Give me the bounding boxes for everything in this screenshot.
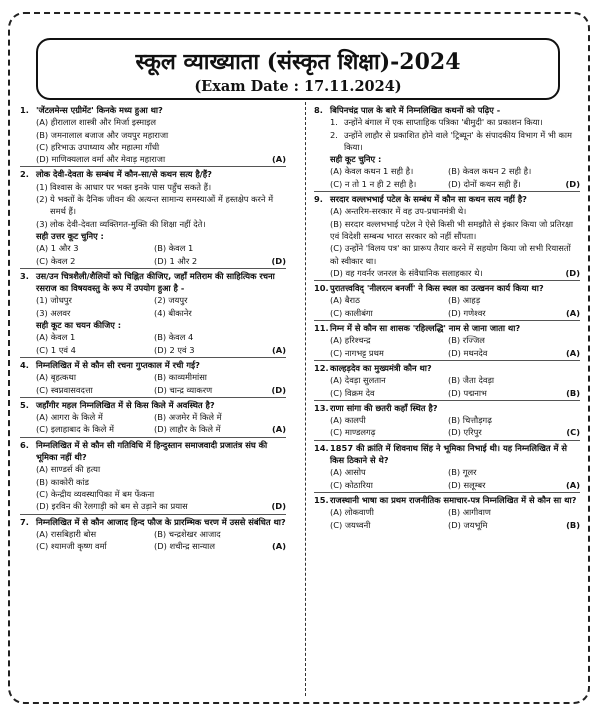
option-d: (D) मथनदेव xyxy=(448,347,488,358)
question-number: 2. xyxy=(20,169,29,180)
option-b: (B) चित्तौड़गढ़ xyxy=(448,415,492,426)
answer: (D) xyxy=(271,501,286,512)
question-text: राणा सांगा की छतरी कहाँ स्थित है? xyxy=(330,402,438,413)
separator xyxy=(20,437,286,438)
question-number: 5. xyxy=(20,399,29,410)
option-b: (B) गूलर xyxy=(448,467,477,478)
option-b: (B) जैता देवड़ा xyxy=(448,375,495,386)
option-a: (A) लोकवाणी xyxy=(330,507,374,518)
list-item: (4) बीकानेर xyxy=(154,307,192,318)
option-c: (C) नागभट्ट प्रथम xyxy=(330,347,384,358)
exam-date: (Exam Date : 17.11.2024) xyxy=(194,78,402,95)
question-2 xyxy=(20,168,286,266)
option-a: (A) बृहत्कथा xyxy=(36,372,76,383)
question-number: 4. xyxy=(20,359,29,370)
separator xyxy=(314,400,580,401)
question-11 xyxy=(314,322,580,359)
question-8 xyxy=(314,104,580,190)
question-text: निम्न में से कौन सा शासक 'रहिल्लद्धि' नाम से जाना जाता था? xyxy=(330,323,521,334)
question-number: 11. xyxy=(314,323,329,334)
question-text: राजस्थानी भाषा का प्रथम राजनीतिक समाचार-पत्र निम्नलिखित में से कौन सा था? xyxy=(330,494,577,505)
statement-text: विश्वास के आधार पर भक्त इनके पास पहुँच सकते हैं। xyxy=(50,181,212,192)
option-d: (D) 1 और 2 xyxy=(154,255,198,266)
statement-text: लोक देवी-देवता व्यक्तिगत-मुक्ति की शिक्षा नहीं देते। xyxy=(50,218,206,229)
page-title: स्कूल व्याख्याता (संस्कृत शिक्षा)-2024 xyxy=(135,49,461,75)
option-a: (A) कालपी xyxy=(330,415,366,426)
option-c: (C) कालीबंगा xyxy=(330,307,373,318)
question-text: 'जेंटलमेन्स एग्रीमेंट' किनके मध्य हुआ था? xyxy=(36,105,163,115)
option-d: (D) पद्मनाभ xyxy=(448,387,487,398)
question-5 xyxy=(20,399,286,436)
option-b: (B) काव्यमीमांसा xyxy=(154,372,207,383)
option-c: (C) हरिभाऊ उपाध्याय और महात्मा गाँधी xyxy=(36,141,160,152)
option-d: (D) माणिक्यलाल वर्मा और मेवाड़ महाराजा xyxy=(36,154,166,165)
option-b: (B) जमनालाल बजाज और जयपुर महाराजा xyxy=(36,129,169,140)
answer: (D) xyxy=(271,255,286,266)
option-b: (B) रज्जिल xyxy=(448,335,485,346)
question-text: 1857 की क्रांति में शिवनाथ सिंह ने भूमिका निभाई थी। यह निम्नलिखित में से किस ठिकाने से थे? xyxy=(330,442,568,466)
option-b: (B) आहड़ xyxy=(448,295,481,306)
answer: (A) xyxy=(271,541,286,552)
separator xyxy=(314,191,580,192)
option-d: (D) चान्द्र व्याकरण xyxy=(154,384,213,395)
question-text: निम्नलिखित में से कौन सी गतिविधि में हिन्दुस्तान समाजवादी प्रजातंत्र संघ की भूमिका नहीं थी? xyxy=(36,439,268,463)
answer: (A) xyxy=(271,424,286,435)
option-a: (A) 1 और 3 xyxy=(36,243,79,254)
separator xyxy=(314,320,580,321)
question-text: निम्नलिखित में से कौन सी रचना गुप्तकाल में रची गई? xyxy=(36,359,200,370)
separator xyxy=(314,440,580,441)
option-a: (A) साण्डर्स की हत्या xyxy=(36,464,101,475)
separator xyxy=(20,397,286,398)
answer: (D) xyxy=(565,267,580,278)
statement-number: (2) xyxy=(36,194,48,205)
question-12 xyxy=(314,362,580,399)
separator xyxy=(20,357,286,358)
option-d: (D) जयभूमि xyxy=(448,519,488,530)
question-number: 12. xyxy=(314,362,329,373)
list-item: (3) अलवर xyxy=(36,307,71,318)
option-d: (D) 2 एवं 3 xyxy=(154,344,195,355)
question-text: उस/उन चित्रशैली/शैलियों को चिह्नित कीजिए, जहाँ मतिराम की साहित्यिक रचना रसराज का विषयवस्तु के रूप में उपयोग हुआ है - xyxy=(36,270,275,294)
question-text: पुरातत्त्वविद् 'नीलरत्न बनर्जी' ने किस स्थल का उत्खनन कार्य किया था? xyxy=(330,283,544,294)
question-4 xyxy=(20,359,286,396)
option-a: (A) हीरालाल शास्त्री और मिर्जा इस्माइल xyxy=(36,117,156,128)
statement-text: उन्होंने लाहौर से प्रकाशित होने वाले 'ट्रिब्यून' के संपादकीय विभाग में भी काम किया। xyxy=(344,129,572,152)
statement-number: 2. xyxy=(330,129,338,140)
option-b: (B) चन्द्रशेखर आजाद xyxy=(154,528,221,539)
statement-number: (3) xyxy=(36,218,48,229)
option-c: (C) केवल 2 xyxy=(36,255,76,266)
separator xyxy=(20,166,286,167)
option-c: (C) कोठारिया xyxy=(330,479,373,490)
separator xyxy=(314,280,580,281)
question-text: लोक देवी-देवता के सम्बंध में कौन-सा/से कथन सत्य है/हैं? xyxy=(36,169,212,180)
question-10 xyxy=(314,282,580,319)
option-b: (B) अजमेर में किले में xyxy=(154,412,222,423)
question-number: 3. xyxy=(20,270,29,281)
answer: (D) xyxy=(565,178,580,189)
option-c: (C) जयध्वनी xyxy=(330,519,371,530)
list-item: (2) जयपुर xyxy=(154,295,188,306)
option-a: (A) केवल कथन 1 सही है। xyxy=(330,166,414,177)
option-d: (D) दोनों कथन सही हैं। xyxy=(448,178,521,189)
option-d: (D) इरविन की रेलगाड़ी को बम से उड़ाने का प्रयास xyxy=(36,501,188,512)
answer: (D) xyxy=(271,384,286,395)
option-b: (B) काकोरी कांड xyxy=(36,476,89,487)
option-d: (D) गणेश्वर xyxy=(448,307,486,318)
answer: (A) xyxy=(565,479,580,490)
separator xyxy=(20,268,286,269)
option-c: (C) स्वप्नवासवदत्ता xyxy=(36,384,93,395)
option-c: (C) माण्डलगढ़ xyxy=(330,427,376,438)
separator xyxy=(314,492,580,493)
separator xyxy=(20,514,286,515)
question-number: 13. xyxy=(314,402,329,413)
question-7 xyxy=(20,516,286,553)
question-text: जहाँगीर महल निम्नलिखित में से किस किले में अवस्थित है? xyxy=(36,399,215,410)
option-d: (D) सलूम्बर xyxy=(448,479,486,490)
question-text: बिपिनचंद्र पाल के बारे में निम्नलिखित कथनों को पढ़िए - xyxy=(330,105,501,115)
option-c: (C) केन्द्रीय व्यवस्थापिका में बम फेंकना xyxy=(36,488,155,499)
option-d: (D) एरिपुर xyxy=(448,427,482,438)
right-column xyxy=(314,104,580,532)
statement-text: ये भक्तों के दैनिक जीवन की अत्यन्त सामान्य समस्याओं में हस्तक्षेप करने में समर्थ हैं। xyxy=(50,194,274,217)
question-text: सरदार वल्लभभाई पटेल के सम्बंध में कौन सा कथन सत्य नहीं है? xyxy=(330,194,527,205)
statement-text: उन्होंने बंगाल में एक साप्ताहिक पत्रिका 'बीमुदी' का प्रकाशन किया। xyxy=(344,117,543,128)
option-b: (B) सरदार वल्लभभाई पटेल ने ऐसे किसी भी समझौते से इंकार किया जो प्रतिरक्षा एवं विदेशी सम्बन्ध भारत सरकार को नहीं सौंपता। xyxy=(330,218,574,241)
answer: (C) xyxy=(566,427,580,438)
question-number: 9. xyxy=(314,194,323,205)
option-c: (C) उन्होंने 'विलय पत्र' का प्रारूप तैयार करने में सहयोग किया जो सभी रियासतों को स्वीकार था। xyxy=(330,243,571,266)
option-c: (C) श्यामजी कृष्ण वर्मा xyxy=(36,541,107,552)
column-divider xyxy=(305,102,306,696)
question-15 xyxy=(314,494,580,531)
title-box xyxy=(36,38,560,100)
option-b: (B) केवल कथन 2 सही है। xyxy=(448,166,532,177)
option-a: (A) आगरा के किले में xyxy=(36,412,103,423)
option-a: (A) केवल 1 xyxy=(36,332,76,343)
question-3 xyxy=(20,270,286,356)
question-text: काल्हड़देव का मुख्यमंत्री कौन था? xyxy=(330,362,432,373)
option-d: (D) लाहौर के किले में xyxy=(154,424,221,435)
question-number: 15. xyxy=(314,494,329,505)
question-number: 7. xyxy=(20,516,29,527)
option-c: (C) न तो 1 न ही 2 सही है। xyxy=(330,178,417,189)
question-13 xyxy=(314,402,580,439)
answer: (B) xyxy=(566,519,580,530)
option-a: (A) रासबिहारी बोस xyxy=(36,528,97,539)
code-prompt: सही कूट चुनिए : xyxy=(330,154,382,165)
question-14 xyxy=(314,442,580,491)
option-a: (A) देवड़ा सुलतान xyxy=(330,375,386,386)
answer: (A) xyxy=(271,154,286,165)
answer: (B) xyxy=(566,387,580,398)
answer: (A) xyxy=(271,344,286,355)
option-a: (A) आसोप xyxy=(330,467,366,478)
option-d: (D) शचीन्द्र सान्याल xyxy=(154,541,215,552)
separator xyxy=(314,360,580,361)
list-item: (1) जोधपुर xyxy=(36,295,72,306)
code-prompt: सही उत्तर कूट चुनिए : xyxy=(36,230,104,241)
question-text: निम्नलिखित में से कौन आजाद हिन्द फौज के प्रारम्भिक चरण में उससे संबंधित था? xyxy=(36,516,286,527)
option-c: (C) 1 एवं 4 xyxy=(36,344,76,355)
option-c: (C) विक्रम देव xyxy=(330,387,375,398)
statement-number: (1) xyxy=(36,181,48,192)
question-number: 10. xyxy=(314,283,329,294)
question-number: 1. xyxy=(20,105,29,115)
question-number: 6. xyxy=(20,439,29,450)
option-b: (B) आगीवाण xyxy=(448,507,491,518)
left-column xyxy=(20,104,286,553)
question-9 xyxy=(314,193,580,279)
option-c: (C) इलाहाबाद के किले में xyxy=(36,424,114,435)
option-a: (A) बैराठ xyxy=(330,295,360,306)
code-prompt: सही कूट का चयन कीजिए : xyxy=(36,320,122,331)
answer: (A) xyxy=(565,347,580,358)
question-number: 8. xyxy=(314,105,323,115)
statement-number: 1. xyxy=(330,117,338,128)
answer: (A) xyxy=(565,307,580,318)
question-number: 14. xyxy=(314,442,329,453)
option-b: (B) केवल 4 xyxy=(154,332,194,343)
option-a: (A) अन्तरिम-सरकार में वह उप-प्रधानमंत्री थे। xyxy=(330,206,467,217)
option-a: (A) हरिश्चन्द्र xyxy=(330,335,371,346)
option-d: (D) वह गवर्नर जनरल के संवैधानिक सलाहकार थे। xyxy=(330,267,483,278)
question-1 xyxy=(20,104,286,165)
question-6 xyxy=(20,439,286,513)
option-b: (B) केवल 1 xyxy=(154,243,194,254)
